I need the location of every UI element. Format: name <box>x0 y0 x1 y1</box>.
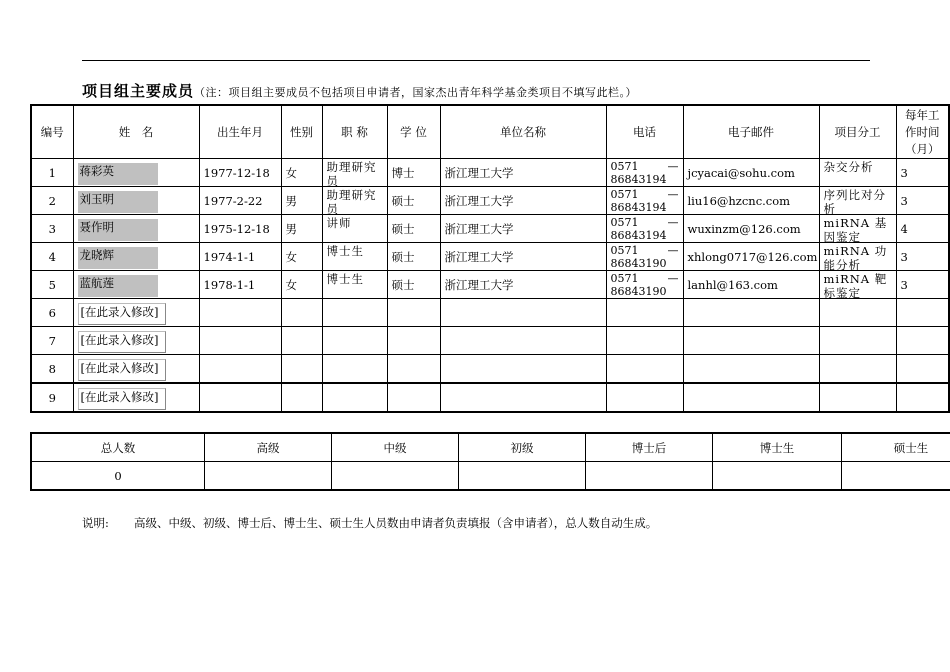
empty-cell[interactable] <box>440 383 606 412</box>
empty-cell[interactable] <box>819 327 896 355</box>
member-row <box>31 187 949 215</box>
empty-cell[interactable] <box>322 327 387 355</box>
empty-cell[interactable] <box>819 383 896 412</box>
cell-name[interactable] <box>73 215 199 243</box>
member-row <box>31 271 949 299</box>
footnote <box>82 515 657 531</box>
cell-email[interactable]: liu16@hzcnc.com <box>683 187 819 215</box>
cell-phone[interactable] <box>606 159 683 187</box>
cell-email[interactable]: jcyacai@sohu.com <box>683 159 819 187</box>
cell-role[interactable] <box>819 159 896 187</box>
cell-title[interactable] <box>322 271 387 299</box>
summary-header-cell: 总人数 <box>31 433 205 462</box>
header-degree: 学 位 <box>387 105 440 159</box>
name-placeholder-field[interactable]: [在此录入修改] <box>78 303 166 325</box>
cell-degree[interactable]: 硕士 <box>387 243 440 271</box>
phone-dash: — <box>667 243 679 257</box>
member-row-empty <box>31 299 949 327</box>
phone-area-line <box>611 244 679 257</box>
empty-cell[interactable] <box>322 355 387 384</box>
cell-phone[interactable] <box>606 243 683 271</box>
cell-birth[interactable]: 1974-1-1 <box>199 243 281 271</box>
cell-no: 2 <box>31 187 73 215</box>
summary-value-cell[interactable] <box>205 462 332 491</box>
phone-text <box>611 160 679 186</box>
phone-dash: — <box>667 159 679 173</box>
summary-table <box>30 432 950 491</box>
header-role: 项目分工 <box>819 105 896 159</box>
cell-unit[interactable]: 浙江理工大学 <box>440 187 606 215</box>
cell-gender[interactable]: 男 <box>281 215 322 243</box>
top-rule <box>82 60 870 61</box>
title-text: 助理研究员 <box>326 159 377 186</box>
phone-area-line <box>611 216 679 229</box>
members-table <box>30 104 950 413</box>
phone-area-code: 0571 <box>610 215 639 229</box>
summary-header-row <box>31 433 950 462</box>
empty-cell[interactable] <box>322 383 387 412</box>
cell-title[interactable] <box>322 159 387 187</box>
member-row-empty <box>31 327 949 355</box>
member-row <box>31 215 949 243</box>
role-text: 序列比对分析 <box>823 187 886 214</box>
phone-area-code: 0571 <box>610 159 639 173</box>
cell-no: 8 <box>31 355 73 384</box>
cell-name[interactable] <box>73 159 199 187</box>
section-note: （注：项目组主要成员不包括项目申请者，国家杰出青年科学基金类项目不填写此栏。） <box>194 86 638 99</box>
cell-degree[interactable]: 硕士 <box>387 215 440 243</box>
empty-cell[interactable] <box>606 327 683 355</box>
empty-cell[interactable] <box>606 299 683 327</box>
empty-cell[interactable] <box>683 299 819 327</box>
header-title: 职 称 <box>322 105 387 159</box>
summary-value-row <box>31 462 950 491</box>
cell-birth[interactable]: 1975-12-18 <box>199 215 281 243</box>
header-unit: 单位名称 <box>440 105 606 159</box>
phone-dash: — <box>667 187 679 201</box>
empty-cell[interactable] <box>606 383 683 412</box>
cell-name[interactable] <box>73 271 199 299</box>
cell-name[interactable] <box>73 243 199 271</box>
cell-no: 5 <box>31 271 73 299</box>
cell-title[interactable] <box>322 215 387 243</box>
phone-text <box>611 272 679 298</box>
summary-value-cell[interactable] <box>586 462 713 491</box>
empty-cell[interactable] <box>896 355 949 384</box>
footnote-text: 高级、中级、初级、博士后、博士生、硕士生人员数由申请者负责填报（含申请者），总人数自动生成。 <box>134 516 658 530</box>
cell-birth[interactable]: 1978-1-1 <box>199 271 281 299</box>
cell-birth[interactable]: 1977-2-22 <box>199 187 281 215</box>
header-phone: 电话 <box>606 105 683 159</box>
cell-name[interactable] <box>73 327 199 355</box>
name-field[interactable]: 龙晓辉 <box>78 247 158 269</box>
cell-degree[interactable]: 硕士 <box>387 271 440 299</box>
summary-header-cell: 高级 <box>205 433 332 462</box>
cell-gender[interactable]: 女 <box>281 243 322 271</box>
phone-number: 86843190 <box>610 284 667 298</box>
title-text: 博士生 <box>326 243 364 258</box>
cell-years[interactable]: 4 <box>896 215 949 243</box>
member-row-empty <box>31 355 949 384</box>
phone-area-code: 0571 <box>610 243 639 257</box>
name-field[interactable]: 蒋彩英 <box>78 163 158 185</box>
empty-cell[interactable] <box>387 383 440 412</box>
empty-cell[interactable] <box>322 299 387 327</box>
empty-cell[interactable] <box>683 355 819 384</box>
cell-unit[interactable]: 浙江理工大学 <box>440 243 606 271</box>
cell-unit[interactable]: 浙江理工大学 <box>440 159 606 187</box>
members-header-row <box>31 105 949 159</box>
cell-name[interactable] <box>73 383 199 412</box>
cell-role[interactable] <box>819 187 896 215</box>
cell-phone[interactable] <box>606 187 683 215</box>
cell-title[interactable] <box>322 187 387 215</box>
empty-cell[interactable] <box>199 355 281 384</box>
summary-header-cell: 初级 <box>459 433 586 462</box>
cell-email[interactable]: lanhl@163.com <box>683 271 819 299</box>
cell-no: 6 <box>31 299 73 327</box>
cell-name[interactable] <box>73 355 199 384</box>
summary-header-cell: 硕士生 <box>842 433 950 462</box>
cell-years[interactable]: 3 <box>896 187 949 215</box>
role-text: miRNA 基因鉴定 <box>823 215 888 242</box>
cell-role[interactable] <box>819 243 896 271</box>
cell-no: 9 <box>31 383 73 412</box>
footnote-label: 说明: <box>82 516 109 530</box>
cell-email[interactable]: xhlong0717@126.com <box>683 243 819 271</box>
cell-phone[interactable] <box>606 215 683 243</box>
summary-value-cell[interactable] <box>842 462 950 491</box>
cell-role[interactable] <box>819 271 896 299</box>
name-placeholder-field[interactable]: [在此录入修改] <box>78 359 166 381</box>
title-text: 博士生 <box>326 271 364 286</box>
header-gender: 性别 <box>281 105 322 159</box>
phone-text <box>611 188 679 214</box>
name-field[interactable]: 刘玉明 <box>78 191 158 213</box>
section-heading <box>82 80 637 101</box>
member-row-empty <box>31 383 949 412</box>
cell-years[interactable]: 3 <box>896 271 949 299</box>
phone-number: 86843194 <box>610 172 667 186</box>
role-text: miRNA 功能分析 <box>823 243 888 270</box>
cell-no: 3 <box>31 215 73 243</box>
cell-role[interactable] <box>819 215 896 243</box>
summary-value-cell[interactable] <box>459 462 586 491</box>
header-name: 姓 名 <box>73 105 199 159</box>
cell-no: 1 <box>31 159 73 187</box>
empty-cell[interactable] <box>606 355 683 384</box>
cell-name[interactable] <box>73 299 199 327</box>
cell-gender[interactable]: 女 <box>281 159 322 187</box>
empty-cell[interactable] <box>819 299 896 327</box>
empty-cell[interactable] <box>199 327 281 355</box>
name-field[interactable]: 聂作明 <box>78 219 158 241</box>
phone-number: 86843194 <box>610 200 667 214</box>
phone-number: 86843190 <box>610 256 667 270</box>
cell-gender[interactable]: 女 <box>281 271 322 299</box>
cell-unit[interactable]: 浙江理工大学 <box>440 271 606 299</box>
member-row <box>31 159 949 187</box>
cell-no: 7 <box>31 327 73 355</box>
empty-cell[interactable] <box>683 383 819 412</box>
empty-cell[interactable] <box>281 383 322 412</box>
role-text: miRNA 靶标鉴定 <box>823 271 888 298</box>
empty-cell[interactable] <box>387 355 440 384</box>
phone-area-line <box>611 272 679 285</box>
member-row <box>31 243 949 271</box>
name-field[interactable]: 蓝航莲 <box>78 275 158 297</box>
empty-cell[interactable] <box>440 327 606 355</box>
empty-cell[interactable] <box>683 327 819 355</box>
name-placeholder-field[interactable]: [在此录入修改] <box>78 388 166 410</box>
empty-cell[interactable] <box>281 355 322 384</box>
phone-area-line <box>611 188 679 201</box>
empty-cell[interactable] <box>281 299 322 327</box>
empty-cell[interactable] <box>440 355 606 384</box>
empty-cell[interactable] <box>387 299 440 327</box>
cell-phone[interactable] <box>606 271 683 299</box>
empty-cell[interactable] <box>440 299 606 327</box>
summary-value-cell[interactable] <box>332 462 459 491</box>
empty-cell[interactable] <box>387 327 440 355</box>
phone-text <box>611 216 679 242</box>
summary-header-cell: 博士生 <box>713 433 842 462</box>
summary-header-cell: 中级 <box>332 433 459 462</box>
phone-text <box>611 244 679 270</box>
empty-cell[interactable] <box>281 327 322 355</box>
role-text: 杂交分析 <box>823 159 874 174</box>
empty-cell[interactable] <box>896 383 949 412</box>
name-placeholder-field[interactable]: [在此录入修改] <box>78 331 166 353</box>
cell-years[interactable]: 3 <box>896 243 949 271</box>
total-count-cell: 0 <box>31 462 205 491</box>
title-text: 讲师 <box>326 215 352 230</box>
summary-header-cell: 博士后 <box>586 433 713 462</box>
phone-area-code: 0571 <box>610 271 639 285</box>
empty-cell[interactable] <box>199 299 281 327</box>
header-birth: 出生年月 <box>199 105 281 159</box>
empty-cell[interactable] <box>819 355 896 384</box>
phone-number: 86843194 <box>610 228 667 242</box>
cell-birth[interactable]: 1977-12-18 <box>199 159 281 187</box>
summary-value-cell[interactable] <box>713 462 842 491</box>
title-text: 助理研究员 <box>326 187 377 214</box>
cell-degree[interactable]: 博士 <box>387 159 440 187</box>
cell-unit[interactable]: 浙江理工大学 <box>440 215 606 243</box>
empty-cell[interactable] <box>199 383 281 412</box>
cell-gender[interactable]: 男 <box>281 187 322 215</box>
cell-degree[interactable]: 硕士 <box>387 187 440 215</box>
phone-dash: — <box>667 271 679 285</box>
empty-cell[interactable] <box>896 327 949 355</box>
empty-cell[interactable] <box>896 299 949 327</box>
cell-years[interactable]: 3 <box>896 159 949 187</box>
cell-title[interactable] <box>322 243 387 271</box>
header-years: 每年工作时间（月） <box>896 105 949 159</box>
header-no: 编号 <box>31 105 73 159</box>
header-email: 电子邮件 <box>683 105 819 159</box>
section-title: 项目组主要成员 <box>82 82 195 100</box>
cell-no: 4 <box>31 243 73 271</box>
phone-dash: — <box>667 215 679 229</box>
cell-email[interactable]: wuxinzm@126.com <box>683 215 819 243</box>
cell-name[interactable] <box>73 187 199 215</box>
phone-area-line <box>611 160 679 173</box>
phone-area-code: 0571 <box>610 187 639 201</box>
